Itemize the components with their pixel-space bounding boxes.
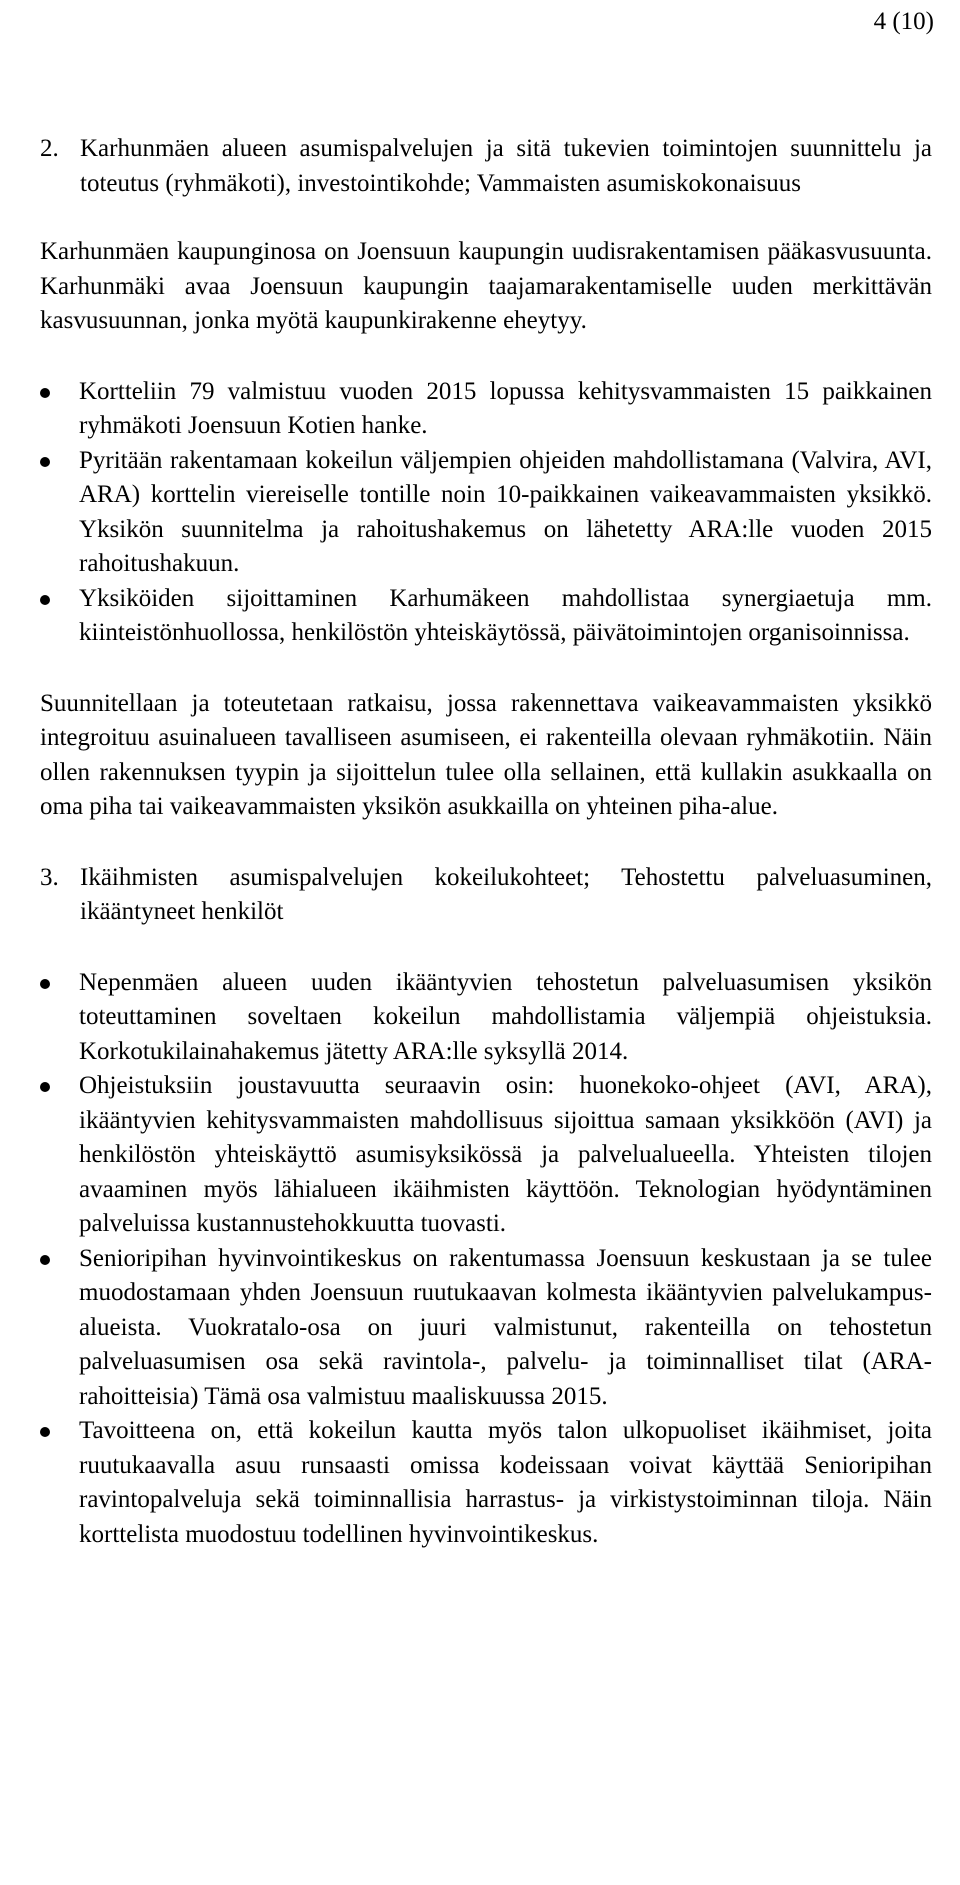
bullet-icon bbox=[40, 595, 50, 605]
section-2-number: 2. bbox=[40, 135, 59, 162]
bullet-icon bbox=[40, 1082, 50, 1092]
list-item-text: Nepenmäen alueen uuden ikääntyvien tehostetun palveluasumisen yksikön toteuttaminen soveltaen kokeilun mahdollistamia väljempiä ohjeistuksia. Korkotukilainahakemus jätetty ARA:lle syksyllä 2014. bbox=[79, 968, 932, 1065]
section-2-bullet-list bbox=[40, 375, 932, 651]
list-item-text: Senioripihan hyvinvointikeskus on rakentumassa Joensuun keskustaan ja se tulee muodostamaan yhden Joensuun ruutukaavan kolmesta ikääntyvien palvelukampus-alueista. Vuokratalo-osa on juuri valmistunut, rakenteilla on tehostetun palveluasumisen osa sekä ravintola-, palvelu- ja toiminnalliset tilat (ARA-rahoitteisia) Tämä osa valmistuu maaliskuussa 2015. bbox=[79, 1244, 932, 1410]
section-3-bullet-list bbox=[40, 966, 932, 1553]
list-item bbox=[40, 375, 932, 444]
bullet-icon bbox=[40, 1427, 50, 1437]
list-item bbox=[40, 444, 932, 582]
bullet-icon bbox=[40, 457, 50, 467]
section-3-number: 3. bbox=[40, 863, 59, 891]
list-item-text: Pyritään rakentamaan kokeilun väljempien ohjeiden mahdollistamana (Valvira, AVI, ARA) korttelin viereiselle tontille noin 10-paikkainen vaikeavammaisten yksikkö. Yksikön suunnitelma ja rahoitushakemus on lähetetty ARA:lle vuoden 2015 rahoitushakuun. bbox=[79, 446, 932, 577]
list-item bbox=[40, 966, 932, 1070]
section-3-title: Ikäihmisten asumispalvelujen kokeilukohteet; Tehostettu palveluasuminen, ikääntyneet henkilöt bbox=[80, 863, 932, 925]
list-item bbox=[40, 582, 932, 651]
document-body bbox=[40, 132, 932, 1552]
list-item bbox=[40, 1242, 932, 1415]
page-number: 4 (10) bbox=[873, 8, 934, 35]
section-2-title: Karhunmäen alueen asumispalvelujen ja sitä tukevien toimintojen suunnittelu ja toteutus (ryhmäkoti), investointikohde; Vammaisten asumiskokonaisuus bbox=[80, 135, 932, 197]
section-2-intro-paragraph: Karhunmäen kaupunginosa on Joensuun kaupungin uudisrakentamisen pääkasvusuunta. Karhunmäki avaa Joensuun kaupungin taajamarakentamiselle uuden merkittävän kasvusuunnan, jonka myötä kaupunkirakenne eheytyy. bbox=[40, 238, 932, 334]
bullet-icon bbox=[40, 979, 50, 989]
list-item-text: Kortteliin 79 valmistuu vuoden 2015 lopussa kehitysvammaisten 15 paikkainen ryhmäkoti Joensuun Kotien hanke. bbox=[79, 377, 932, 439]
section-3-heading bbox=[40, 861, 932, 930]
bullet-icon bbox=[40, 388, 50, 398]
list-item-text: Ohjeistuksiin joustavuutta seuraavin osin: huonekoko-ohjeet (AVI, ARA), ikääntyvien kehitysvammaisten mahdollisuus sijoittua samaan yksikköön (AVI) ja henkilöstön yhteiskäyttö asumisyksikössä ja palvelualueella. Yhteisten tilojen avaaminen myös lähialueen ikäihmisten käyttöön. Teknologian hyödyntäminen palveluissa kustannustehokkuutta tuovasti. bbox=[79, 1072, 932, 1237]
bullet-icon bbox=[40, 1255, 50, 1265]
list-item bbox=[40, 1069, 932, 1242]
section-2-closing-paragraph: Suunnitellaan ja toteutetaan ratkaisu, jossa rakennettava vaikeavammaisten yksikkö integroituu asuinalueen tavalliseen asumiseen, ei rakenteilla olevaan ryhmäkotiin. Näin ollen rakennuksen tyypin ja sijoittelun tulee olla sellainen, että kullakin asukkaalla on oma piha tai vaikeavammaisten yksikön asukkailla on yhteinen piha-alue. bbox=[40, 689, 932, 820]
list-item-text: Tavoitteena on, että kokeilun kautta myös talon ulkopuoliset ikäihmiset, joita ruutukaavalla asuu runsaasti omissa kodeissaan voivat käyttää Senioripihan ravintopalveluja sekä toiminnallisia harrastus- ja virkistystoiminnan tiloja. Näin korttelista muodostuu todellinen hyvinvointikeskus. bbox=[79, 1417, 932, 1548]
list-item bbox=[40, 1414, 932, 1552]
section-2-heading bbox=[40, 132, 932, 201]
list-item-text: Yksiköiden sijoittaminen Karhumäkeen mahdollistaa synergiaetuja mm. kiinteistönhuollossa, henkilöstön yhteiskäytössä, päivätoimintojen organisoinnissa. bbox=[79, 584, 932, 646]
